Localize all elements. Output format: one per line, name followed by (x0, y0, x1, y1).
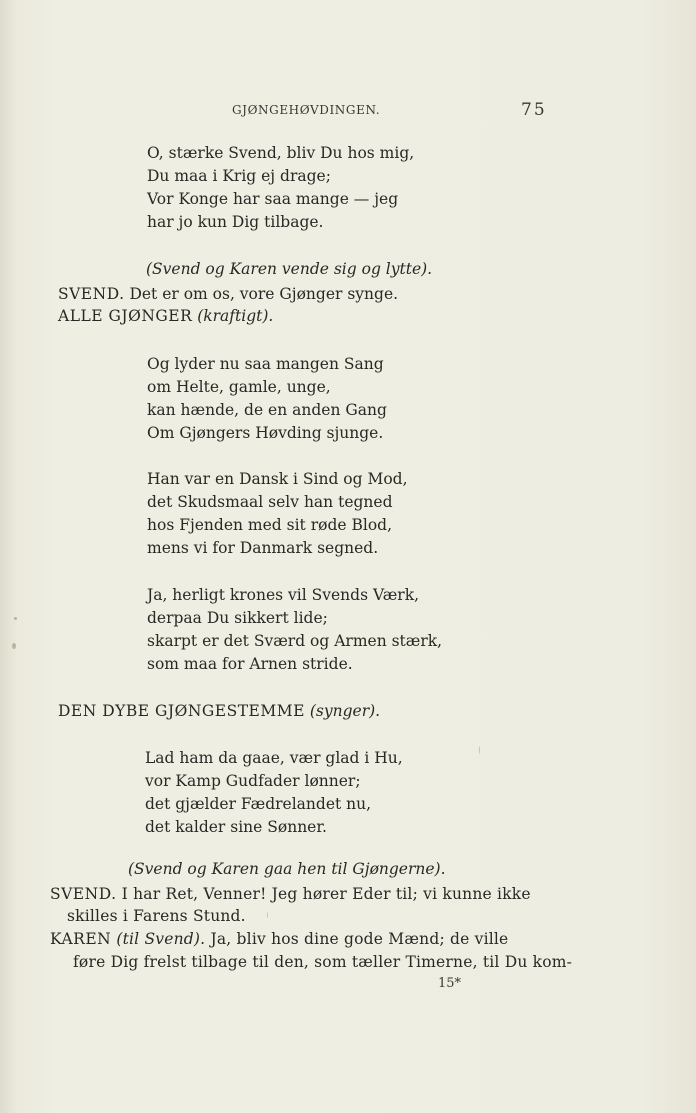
verse-line: Og lyder nu saa mangen Sang (147, 355, 384, 373)
speech-svend (58, 285, 398, 303)
paper-speck (12, 643, 16, 649)
speaker-direction: (synger). (309, 702, 381, 720)
verse-line: mens vi for Danmark segned. (147, 539, 379, 557)
stage-direction: (Svend og Karen vende sig og lytte). (146, 260, 433, 278)
paper-speck (479, 746, 480, 754)
verse-line: om Helte, gamle, unge, (147, 378, 331, 396)
verse-line: hos Fjenden med sit røde Blod, (147, 516, 392, 534)
verse-line: Han var en Dansk i Sind og Mod, (147, 470, 408, 488)
speech-text: Det er om os, vore Gjønger synge. (129, 285, 399, 303)
speech-text: Ja, bliv hos dine gode Mænd; de ville (210, 930, 509, 948)
speech-alle-gjonger (58, 307, 273, 325)
speech-text-continuation: føre Dig frelst tilbage til den, som tæller Timerne, til Du kom- (73, 953, 573, 971)
speaker-name: SVEND. (50, 885, 117, 903)
page-number: 75 (521, 100, 547, 120)
verse-line: kan hænde, de en anden Gang (147, 401, 387, 419)
verse-line: O, stærke Svend, bliv Du hos mig, (147, 144, 415, 162)
paper-speck (267, 912, 268, 918)
signature-mark: 15* (438, 976, 462, 991)
speaker-name: ALLE GJØNGER (58, 307, 193, 325)
paper-speck (14, 617, 17, 620)
verse-line: Lad ham da gaae, vær glad i Hu, (145, 749, 403, 767)
speaker-name: SVEND. (58, 285, 125, 303)
speech-karen (50, 930, 508, 948)
speaker-direction: (til Svend). (116, 930, 206, 948)
verse-line: Om Gjøngers Høvding sjunge. (147, 424, 384, 442)
speaker-name: KAREN (50, 930, 112, 948)
speech-text: I har Ret, Venner! Jeg hører Eder til; vi kunne ikke (121, 885, 531, 903)
verse-line: skarpt er det Sværd og Armen stærk, (147, 632, 443, 650)
verse-line: har jo kun Dig tilbage. (147, 213, 324, 231)
stage-direction: (Svend og Karen gaa hen til Gjøngerne). (128, 860, 446, 878)
verse-line: det Skudsmaal selv han tegned (147, 493, 393, 511)
verse-line: vor Kamp Gudfader lønner; (145, 772, 361, 790)
speaker-name: DEN DYBE GJØNGESTEMME (58, 702, 305, 720)
speech-svend-prose (50, 885, 531, 903)
speech-text-continuation: skilles i Farens Stund. (67, 907, 246, 925)
verse-line: derpaa Du sikkert lide; (147, 609, 328, 627)
verse-line: Ja, herligt krones vil Svends Værk, (147, 586, 420, 604)
running-title: GJØNGEHØVDINGEN. (232, 103, 381, 117)
speaker-direction: (kraftigt). (197, 307, 274, 325)
verse-line: som maa for Arnen stride. (147, 655, 353, 673)
verse-line: det kalder sine Sønner. (145, 818, 327, 836)
verse-line: Vor Konge har saa mange — jeg (147, 190, 399, 208)
verse-line: det gjælder Fædrelandet nu, (145, 795, 372, 813)
speech-den-dybe-gjongestemme (58, 702, 380, 720)
verse-line: Du maa i Krig ej drage; (147, 167, 331, 185)
